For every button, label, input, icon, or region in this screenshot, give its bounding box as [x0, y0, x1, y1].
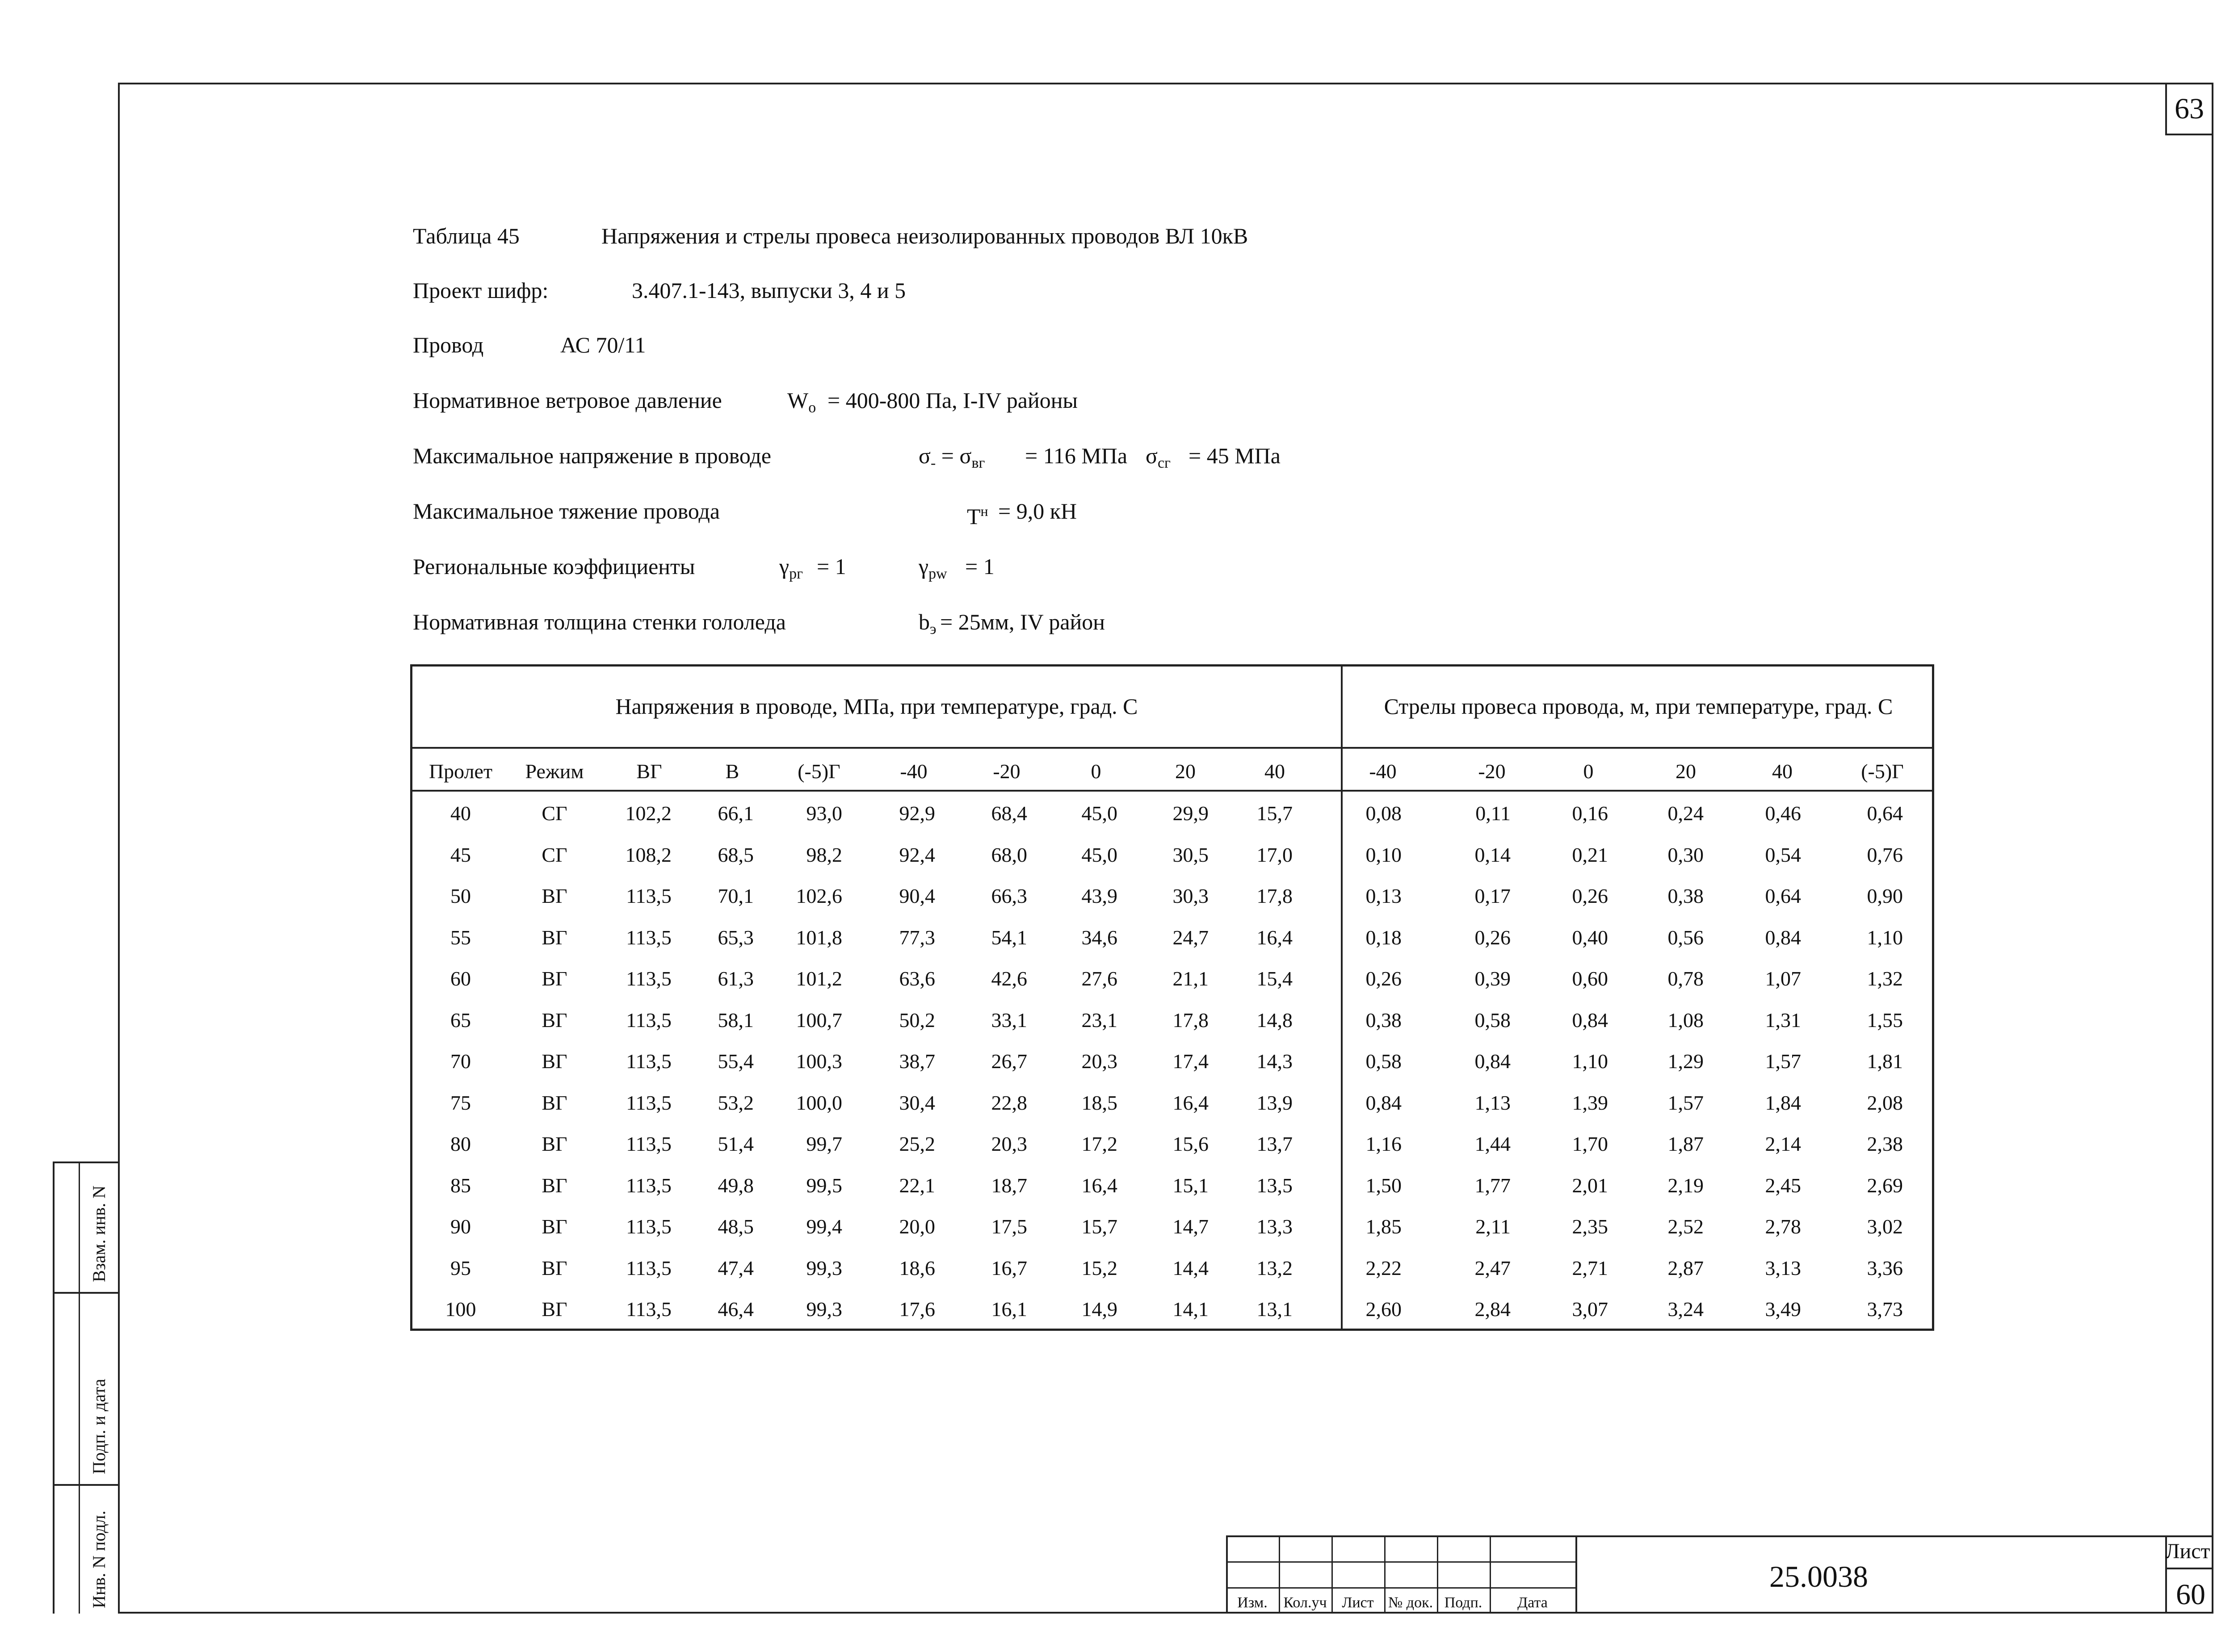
table-cell: 3,36: [1867, 1256, 1903, 1279]
table-cell: 113,5: [626, 967, 672, 990]
table-cell: 16,4: [1172, 1091, 1209, 1114]
column-header: -40: [900, 760, 928, 783]
table-cell: 15,4: [1256, 967, 1293, 990]
table-cell: ВГ: [542, 1298, 567, 1321]
title-block: [1226, 1535, 2213, 1614]
table-cell: 20,3: [991, 1132, 1027, 1155]
table-cell: 2,78: [1765, 1215, 1801, 1238]
table-cell: 0,58: [1365, 1050, 1402, 1073]
table-cell: 1,13: [1474, 1091, 1511, 1114]
table-cell: 2,47: [1474, 1256, 1511, 1279]
column-header: (-5)Г: [798, 760, 840, 783]
regional-symbol-1: $\gamma_{рг}$: [779, 554, 803, 582]
table-cell: 2,19: [1667, 1174, 1704, 1197]
table-cell: 1,08: [1667, 1008, 1704, 1031]
table-cell: 15,6: [1172, 1132, 1209, 1155]
table-cell: 3,73: [1867, 1298, 1903, 1321]
table-cell: 26,7: [991, 1050, 1027, 1073]
table-cell: 43,9: [1081, 885, 1117, 907]
table-cell: 49,8: [718, 1174, 754, 1197]
table-cell: 1,10: [1572, 1050, 1608, 1073]
table-cell: 40: [450, 802, 471, 825]
title-block-label: Изм.: [1237, 1594, 1268, 1611]
column-header: -20: [993, 760, 1020, 783]
table-cell: 2,01: [1572, 1174, 1608, 1197]
column-header: -40: [1369, 760, 1397, 783]
table-cell: 3,13: [1765, 1256, 1801, 1279]
table-cell: 30,4: [899, 1091, 935, 1114]
table-cell: 113,5: [626, 1008, 672, 1031]
table-cell: 68,5: [718, 843, 754, 866]
table-cell: 99,3: [806, 1298, 842, 1321]
table-cell: 0,17: [1474, 885, 1511, 907]
table-cell: 18,7: [991, 1174, 1027, 1197]
table-cell: 17,6: [899, 1298, 935, 1321]
title-block-label: № док.: [1388, 1594, 1433, 1611]
max-tension-symbol: $T^н$: [967, 503, 988, 529]
wind-label: Нормативное ветровое давление: [413, 388, 722, 413]
table-cell: 14,4: [1172, 1256, 1209, 1279]
table-cell: 47,4: [718, 1256, 754, 1279]
regional-value-1: = 1: [817, 554, 846, 579]
table-cell: 13,1: [1256, 1298, 1293, 1321]
table-cell: ВГ: [542, 926, 567, 949]
table-cell: 99,5: [806, 1174, 842, 1197]
table-cell: 18,5: [1081, 1091, 1117, 1114]
table-cell: 93,0: [806, 802, 842, 825]
table-cell: 50: [450, 885, 471, 907]
table-cell: 0,30: [1667, 843, 1704, 866]
table-cell: 80: [450, 1132, 471, 1155]
table-cell: ВГ: [542, 1215, 567, 1238]
table-cell: 15,2: [1081, 1256, 1117, 1279]
project-code: 3.407.1-143, выпуски 3, 4 и 5: [632, 278, 906, 303]
group-header-sag: Стрелы провеса провода, м, при температуре, град. С: [1384, 694, 1893, 719]
max-tension-label: Максимальное тяжение провода: [413, 499, 720, 524]
table-cell: 0,26: [1572, 885, 1608, 907]
table-cell: 0,84: [1572, 1008, 1608, 1031]
table-cell: 2,60: [1365, 1298, 1402, 1321]
table-cell: 1,77: [1474, 1174, 1511, 1197]
wind-symbol: $W_o$: [787, 388, 816, 416]
table-cell: ВГ: [542, 1091, 567, 1114]
title-block-label: Кол.уч: [1283, 1594, 1327, 1611]
table-cell: 0,38: [1365, 1008, 1402, 1031]
table-cell: 17,4: [1172, 1050, 1209, 1073]
table-cell: 77,3: [899, 926, 935, 949]
table-cell: 0,76: [1867, 843, 1903, 866]
table-cell: 58,1: [718, 1008, 754, 1031]
table-cell: 20,3: [1081, 1050, 1117, 1073]
table-cell: 46,4: [718, 1298, 754, 1321]
table-cell: 21,1: [1172, 967, 1209, 990]
table-cell: 0,08: [1365, 802, 1402, 825]
column-header: 0: [1091, 760, 1101, 783]
wire-label: Провод: [413, 332, 484, 357]
table-cell: 1,50: [1365, 1174, 1402, 1197]
table-cell: 65: [450, 1008, 471, 1031]
table-cell: 100: [445, 1298, 476, 1321]
ice-label: Нормативная толщина стенки гололеда: [413, 609, 786, 634]
column-header: (-5)Г: [1861, 760, 1904, 783]
table-cell: 0,64: [1867, 802, 1903, 825]
table-cell: 70: [450, 1050, 471, 1073]
table-cell: 17,8: [1172, 1008, 1209, 1031]
table-cell: 3,07: [1572, 1298, 1608, 1321]
document-code: 25.0038: [1769, 1560, 1868, 1593]
table-cell: 1,32: [1867, 967, 1903, 990]
table-cell: 75: [450, 1091, 471, 1114]
table-cell: 2,69: [1867, 1174, 1903, 1197]
table-cell: 17,5: [991, 1215, 1027, 1238]
max-stress-value-1: = 116 МПа: [1025, 443, 1128, 468]
table-cell: 16,4: [1256, 926, 1293, 949]
max-stress-label: Максимальное напряжение в проводе: [413, 443, 772, 468]
table-cell: 2,45: [1765, 1174, 1801, 1197]
table-cell: 65,3: [718, 926, 754, 949]
column-header: В: [725, 760, 739, 783]
table-cell: 1,70: [1572, 1132, 1608, 1155]
table-cell: 14,9: [1081, 1298, 1117, 1321]
table-cell: 2,87: [1667, 1256, 1704, 1279]
table-cell: 17,8: [1256, 885, 1293, 907]
max-stress-value-2: = 45 МПа: [1188, 443, 1281, 468]
table-cell: 22,1: [899, 1174, 935, 1197]
table-cell: 30,5: [1172, 843, 1209, 866]
table-cell: 113,5: [626, 885, 672, 907]
page-number: 63: [2165, 83, 2213, 135]
table-cell: 55: [450, 926, 471, 949]
table-cell: ВГ: [542, 967, 567, 990]
column-header-rule: [412, 790, 1932, 792]
table-cell: 0,38: [1667, 885, 1704, 907]
table-cell: 20,0: [899, 1215, 935, 1238]
table-cell: 50,2: [899, 1008, 935, 1031]
table-cell: ВГ: [542, 1256, 567, 1279]
table-cell: 1,29: [1667, 1050, 1704, 1073]
table-cell: 66,3: [991, 885, 1027, 907]
group-divider: [1341, 667, 1343, 1329]
sheet-number: 60: [2176, 1578, 2205, 1611]
ice-symbol: $b_э$: [919, 609, 936, 637]
table-cell: 0,58: [1474, 1008, 1511, 1031]
table-cell: 18,6: [899, 1256, 935, 1279]
table-cell: 100,0: [796, 1091, 842, 1114]
table-cell: 13,2: [1256, 1256, 1293, 1279]
table-cell: 68,4: [991, 802, 1027, 825]
table-cell: 0,24: [1667, 802, 1704, 825]
table-cell: 45,0: [1081, 843, 1117, 866]
table-cell: 1,39: [1572, 1091, 1608, 1114]
table-cell: 90: [450, 1215, 471, 1238]
column-header: 40: [1772, 760, 1793, 783]
table-cell: СГ: [542, 802, 567, 825]
column-header: 0: [1583, 760, 1594, 783]
table-cell: 102,6: [796, 885, 842, 907]
table-cell: 2,38: [1867, 1132, 1903, 1155]
table-cell: 0,26: [1474, 926, 1511, 949]
table-cell: 0,18: [1365, 926, 1402, 949]
table-cell: 1,44: [1474, 1132, 1511, 1155]
table-cell: 15,1: [1172, 1174, 1209, 1197]
table-cell: 13,7: [1256, 1132, 1293, 1155]
table-cell: 60: [450, 967, 471, 990]
table-cell: 30,3: [1172, 885, 1209, 907]
table-cell: 1,81: [1867, 1050, 1903, 1073]
table-cell: 66,1: [718, 802, 754, 825]
table-cell: 113,5: [626, 1215, 672, 1238]
table-cell: 2,11: [1475, 1215, 1511, 1238]
table-cell: 2,84: [1474, 1298, 1511, 1321]
table-label: Таблица 45: [413, 223, 520, 248]
table-cell: 85: [450, 1174, 471, 1197]
table-cell: 14,7: [1172, 1215, 1209, 1238]
table-cell: 1,07: [1765, 967, 1801, 990]
table-cell: 98,2: [806, 843, 842, 866]
table-cell: 3,24: [1667, 1298, 1704, 1321]
column-header: Пролет: [428, 760, 493, 783]
table-cell: 14,3: [1256, 1050, 1293, 1073]
table-cell: 0,10: [1365, 843, 1402, 866]
table-cell: 113,5: [626, 926, 672, 949]
table-cell: 42,6: [991, 967, 1027, 990]
max-tension-value: = 9,0 кН: [998, 499, 1077, 524]
table-cell: 92,4: [899, 843, 935, 866]
table-cell: 22,8: [991, 1091, 1027, 1114]
regional-value-2: = 1: [965, 554, 995, 579]
title-block-label: Подп.: [1444, 1594, 1482, 1611]
ice-value: = 25мм, IV район: [940, 609, 1105, 634]
table-cell: 0,84: [1365, 1091, 1402, 1114]
table-cell: 15,7: [1081, 1215, 1117, 1238]
left-side-stamp: [53, 1161, 118, 1614]
table-cell: 2,35: [1572, 1215, 1608, 1238]
table-cell: 101,8: [796, 926, 842, 949]
table-cell: 0,40: [1572, 926, 1608, 949]
table-cell: 13,5: [1256, 1174, 1293, 1197]
table-cell: 1,16: [1365, 1132, 1402, 1155]
table-cell: 99,7: [806, 1132, 842, 1155]
table-cell: 0,54: [1765, 843, 1801, 866]
table-cell: 0,84: [1765, 926, 1801, 949]
table-cell: 90,4: [899, 885, 935, 907]
table-cell: 61,3: [718, 967, 754, 990]
table-cell: 14,8: [1256, 1008, 1293, 1031]
group-header-stress: Напряжения в проводе, МПа, при температуре, град. С: [615, 694, 1138, 719]
table-cell: 15,7: [1256, 802, 1293, 825]
table-cell: 0,46: [1765, 802, 1801, 825]
table-cell: 27,6: [1081, 967, 1117, 990]
table-cell: 38,7: [899, 1050, 935, 1073]
table-cell: 16,1: [991, 1298, 1027, 1321]
column-header: 20: [1175, 760, 1196, 783]
project-label: Проект шифр:: [413, 278, 549, 303]
table-cell: 54,1: [991, 926, 1027, 949]
table-cell: 16,7: [991, 1256, 1027, 1279]
table-cell: 0,16: [1572, 802, 1608, 825]
table-cell: 0,90: [1867, 885, 1903, 907]
table-cell: 0,84: [1474, 1050, 1511, 1073]
max-stress-symbol-1: $\sigma_- = \sigma_{вг}$: [919, 443, 985, 471]
table-cell: 33,1: [991, 1008, 1027, 1031]
column-header: Режим: [525, 760, 584, 783]
column-header: 40: [1264, 760, 1285, 783]
wind-value: = 400-800 Па, I-IV районы: [827, 388, 1078, 413]
table-cell: 113,5: [626, 1091, 672, 1114]
table-cell: 99,4: [806, 1215, 842, 1238]
regional-symbol-2: $\gamma_{рw}$: [919, 554, 947, 582]
table-cell: ВГ: [542, 1050, 567, 1073]
column-header: ВГ: [636, 760, 662, 783]
table-cell: 0,14: [1474, 843, 1511, 866]
table-cell: 48,5: [718, 1215, 754, 1238]
table-cell: 55,4: [718, 1050, 754, 1073]
table-cell: ВГ: [542, 1174, 567, 1197]
table-cell: 0,21: [1572, 843, 1608, 866]
wire-value: АС 70/11: [560, 332, 646, 357]
table-cell: 113,5: [626, 1050, 672, 1073]
table-cell: 1,87: [1667, 1132, 1704, 1155]
table-cell: 17,0: [1256, 843, 1293, 866]
table-cell: 0,60: [1572, 967, 1608, 990]
table-cell: 1,55: [1867, 1008, 1903, 1031]
table-cell: 13,9: [1256, 1091, 1293, 1114]
stamp-label-replacement: Взам. инв. N: [89, 1185, 109, 1282]
table-cell: 0,39: [1474, 967, 1511, 990]
table-cell: 1,57: [1667, 1091, 1704, 1114]
table-cell: 0,56: [1667, 926, 1704, 949]
table-cell: 1,85: [1365, 1215, 1402, 1238]
table-cell: 68,0: [991, 843, 1027, 866]
table-cell: 51,4: [718, 1132, 754, 1155]
table-cell: 1,57: [1765, 1050, 1801, 1073]
title-block-label: Лист: [1342, 1594, 1374, 1611]
table-cell: 70,1: [718, 885, 754, 907]
table-cell: ВГ: [542, 885, 567, 907]
table-cell: 45,0: [1081, 802, 1117, 825]
group-header-rule: [412, 747, 1932, 749]
table-title: Напряжения и стрелы провеса неизолированных проводов ВЛ 10кВ: [601, 223, 1248, 248]
table-cell: 0,64: [1765, 885, 1801, 907]
table-cell: 29,9: [1172, 802, 1209, 825]
table-cell: 17,2: [1081, 1132, 1117, 1155]
table-cell: 2,22: [1365, 1256, 1402, 1279]
table-cell: ВГ: [542, 1008, 567, 1031]
table-cell: 3,49: [1765, 1298, 1801, 1321]
table-cell: 1,10: [1867, 926, 1903, 949]
table-cell: СГ: [542, 843, 567, 866]
table-cell: 45: [450, 843, 471, 866]
table-cell: 1,31: [1765, 1008, 1801, 1031]
column-header: -20: [1478, 760, 1506, 783]
table-cell: ВГ: [542, 1132, 567, 1155]
table-cell: 24,7: [1172, 926, 1209, 949]
table-cell: 0,26: [1365, 967, 1402, 990]
table-cell: 108,2: [625, 843, 672, 866]
table-cell: 100,7: [796, 1008, 842, 1031]
table-cell: 113,5: [626, 1298, 672, 1321]
table-cell: 1,84: [1765, 1091, 1801, 1114]
table-cell: 34,6: [1081, 926, 1117, 949]
stress-sag-table: [410, 664, 1934, 1331]
table-cell: 95: [450, 1256, 471, 1279]
table-cell: 101,2: [796, 967, 842, 990]
table-cell: 113,5: [626, 1256, 672, 1279]
stamp-label-signature-date: Подп. и дата: [89, 1379, 109, 1474]
table-cell: 53,2: [718, 1091, 754, 1114]
table-cell: 13,3: [1256, 1215, 1293, 1238]
table-cell: 100,3: [796, 1050, 842, 1073]
table-cell: 0,11: [1475, 802, 1511, 825]
title-block-label: Дата: [1517, 1594, 1548, 1611]
table-cell: 0,78: [1667, 967, 1704, 990]
table-cell: 2,52: [1667, 1215, 1704, 1238]
table-cell: 113,5: [626, 1132, 672, 1155]
column-header: 20: [1676, 760, 1696, 783]
max-stress-symbol-2: $\sigma_{сг}$: [1146, 443, 1171, 471]
table-cell: 92,9: [899, 802, 935, 825]
table-cell: 14,1: [1172, 1298, 1209, 1321]
stamp-label-inventory: Инв. N подл.: [89, 1510, 109, 1608]
table-cell: 3,02: [1867, 1215, 1903, 1238]
table-cell: 25,2: [899, 1132, 935, 1155]
table-cell: 16,4: [1081, 1174, 1117, 1197]
table-cell: 2,14: [1765, 1132, 1801, 1155]
table-cell: 2,08: [1867, 1091, 1903, 1114]
table-cell: 2,71: [1572, 1256, 1608, 1279]
table-cell: 63,6: [899, 967, 935, 990]
table-cell: 0,13: [1365, 885, 1402, 907]
table-cell: 113,5: [626, 1174, 672, 1197]
table-cell: 23,1: [1081, 1008, 1117, 1031]
regional-label: Региональные коэффициенты: [413, 554, 695, 579]
sheet-label: Лист: [2165, 1539, 2210, 1563]
table-cell: 102,2: [625, 802, 672, 825]
table-cell: 99,3: [806, 1256, 842, 1279]
